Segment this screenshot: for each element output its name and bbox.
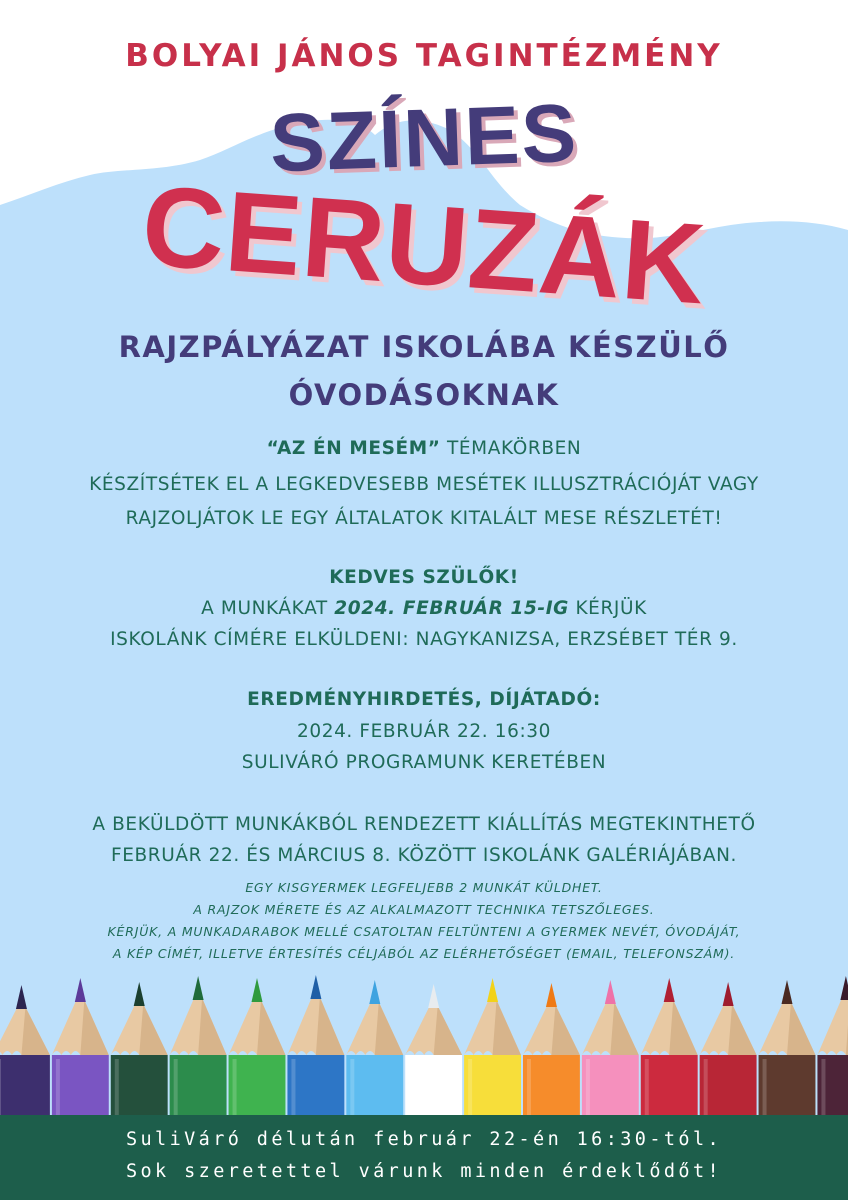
exhibition-line-2: FEBRUÁR 22. ÉS MÁRCIUS 8. KÖZÖTT ISKOLÁNK GALÉRIÁJÁBAN.	[110, 845, 738, 866]
rule-2: A RAJZOK MÉRETE ÉS AZ ALKALMAZOTT TECHNIKA TETSZŐLEGES.	[193, 902, 655, 917]
pencil	[700, 982, 757, 1115]
pencil	[346, 980, 403, 1115]
pencil	[641, 978, 698, 1115]
title-line-1: SZÍNES	[268, 87, 580, 190]
deadline-suffix: KÉRJÜK	[568, 598, 647, 619]
pencil	[111, 982, 168, 1115]
theme-description-2: RAJZOLJÁTOK LE EGY ÁLTALATOK KITALÁLT MESE RÉSZLETÉT!	[125, 508, 723, 529]
pencil	[52, 978, 109, 1115]
footer-bar	[0, 1115, 848, 1200]
pencil	[405, 984, 462, 1115]
footer-line-1: SuliVáró délután február 22-én 16:30-tól.	[125, 1129, 723, 1150]
exhibition-line-1: A BEKÜLDÖTT MUNKÁKBÓL RENDEZETT KIÁLLÍTÁS MEGTEKINTHETŐ	[92, 814, 756, 835]
pencil	[817, 976, 848, 1115]
theme-suffix: TÉMAKÖRBEN	[440, 438, 582, 459]
theme-description-1: KÉSZÍTSÉTEK EL A LEGKEDVESEBB MESÉTEK ILLUSZTRÁCIÓJÁT VAGY	[89, 474, 759, 495]
pencil	[0, 985, 50, 1115]
pencil	[582, 980, 639, 1115]
pencil	[287, 975, 344, 1115]
deadline-date: 2024. FEBRUÁR 15-IG	[334, 598, 569, 619]
rule-1: EGY KISGYERMEK LEGFELJEBB 2 MUNKÁT KÜLDHET.	[245, 880, 603, 895]
pencil	[464, 978, 521, 1115]
pencil	[523, 983, 580, 1115]
results-program: SULIVÁRÓ PROGRAMUNK KERETÉBEN	[241, 752, 607, 773]
subtitle-line-2: ÓVODÁSOKNAK	[288, 378, 560, 412]
footer-line-2: Sok szeretettel várunk minden érdeklődőt!	[125, 1161, 723, 1182]
subtitle-line-1: RAJZPÁLYÁZAT ISKOLÁBA KÉSZÜLŐ	[118, 330, 730, 364]
deadline-prefix: A MUNKÁKAT	[201, 598, 335, 619]
results-datetime: 2024. FEBRUÁR 22. 16:30	[296, 721, 552, 742]
address-line: ISKOLÁNK CÍMÉRE ELKÜLDENI: NAGYKANIZSA, ERZSÉBET TÉR 9.	[110, 629, 738, 650]
title-line-2: CERUZÁK	[138, 162, 710, 329]
theme-name: “AZ ÉN MESÉM”	[266, 438, 441, 459]
results-heading: EREDMÉNYHIRDETÉS, DÍJÁTADÓ:	[247, 689, 601, 710]
parents-heading: KEDVES SZÜLŐK!	[329, 567, 519, 588]
pencil	[170, 976, 227, 1115]
rule-3: KÉRJÜK, A MUNKADARABOK MELLÉ CSATOLTAN FELTÜNTENI A GYERMEK NEVÉT, ÓVODÁJÁT,	[107, 924, 741, 939]
rule-4: A KÉP CÍMÉT, ILLETVE ÉRTESÍTÉS CÉLJÁBÓL AZ ELÉRHETŐSÉGET (EMAIL, TELEFONSZÁM).	[112, 946, 736, 961]
pencil	[759, 980, 816, 1115]
institution-name: BOLYAI JÁNOS TAGINTÉZMÉNY	[125, 38, 723, 74]
pencil	[229, 978, 286, 1115]
